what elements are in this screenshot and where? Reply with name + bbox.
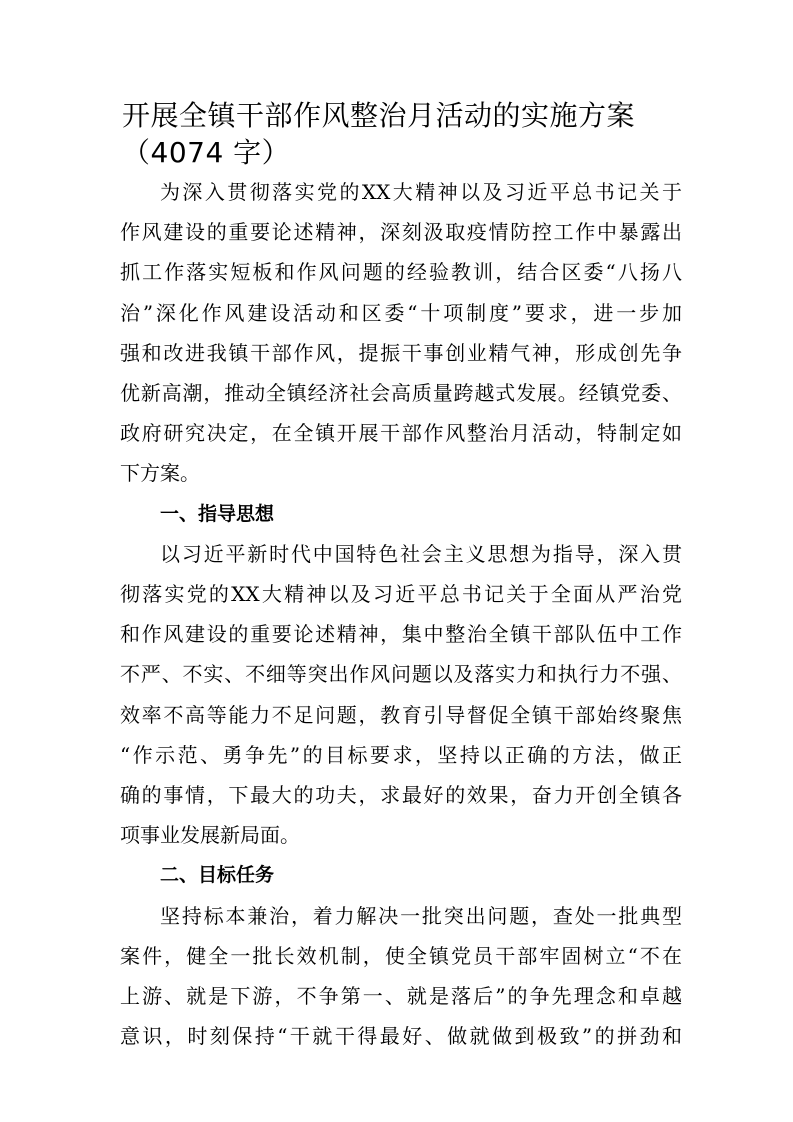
guiding-ideology-paragraph: [120, 534, 682, 856]
text-line: 项事业发展新局面。: [120, 823, 300, 848]
section-heading-guiding-ideology: 一、指导思想: [160, 502, 275, 525]
text-line: 彻落实党的XX大精神以及习近平总书记关于全面从严治党: [120, 582, 682, 607]
goals-tasks-paragraph: [120, 896, 682, 1057]
section-heading-goals-tasks: 二、目标任务: [160, 864, 275, 887]
text-line: 意识，时刻保持“干就干得最好、做就做到极致”的拼劲和: [120, 1024, 682, 1049]
text-line: 下方案。: [120, 461, 200, 486]
intro-paragraph: [120, 172, 682, 494]
text-line: 强和改进我镇干部作风，提振干事创业精气神，形成创先争: [120, 340, 682, 365]
text-line: 以习近平新时代中国特色社会主义思想为指导，深入贯: [160, 541, 682, 566]
text-line: 抓工作落实短板和作风问题的经验教训，结合区委“八扬八: [120, 260, 682, 285]
text-line: 上游、就是下游，不争第一、就是落后”的争先理念和卓越: [120, 984, 682, 1009]
text-line: 不严、不实、不细等突出作风问题以及落实力和执行力不强、: [120, 662, 682, 687]
title-line-1: 开展全镇干部作风整治月活动的实施方案: [122, 99, 636, 132]
text-line: 确的事情，下最大的功夫，求最好的效果，奋力开创全镇各: [120, 783, 682, 808]
text-line: 坚持标本兼治，着力解决一批突出问题，查处一批典型: [160, 903, 682, 928]
text-line: 案件，健全一批长效机制，使全镇党员干部牢固树立“不在: [120, 943, 682, 968]
text-line: 和作风建设的重要论述精神，集中整治全镇干部队伍中工作: [120, 622, 682, 647]
text-line: 为深入贯彻落实党的XX大精神以及习近平总书记关于: [160, 180, 682, 204]
text-line: 优新高潮，推动全镇经济社会高质量跨越式发展。经镇党委、: [120, 381, 682, 406]
text-line: “作示范、勇争先”的目标要求，坚持以正确的方法，做正: [120, 742, 682, 767]
document-title: [122, 97, 682, 171]
document-body: [120, 172, 682, 1056]
text-line: 效率不高等能力不足问题，教育引导督促全镇干部始终聚焦: [120, 702, 682, 727]
text-line: 政府研究决定，在全镇开展干部作风整治月活动，特制定如: [120, 421, 682, 446]
title-line-2: （4074 字）: [122, 136, 291, 169]
text-line: 治”深化作风建设活动和区委“十项制度”要求，进一步加: [120, 300, 682, 325]
text-line: 作风建设的重要论述精神，深刻汲取疫情防控工作中暴露出: [120, 220, 682, 245]
